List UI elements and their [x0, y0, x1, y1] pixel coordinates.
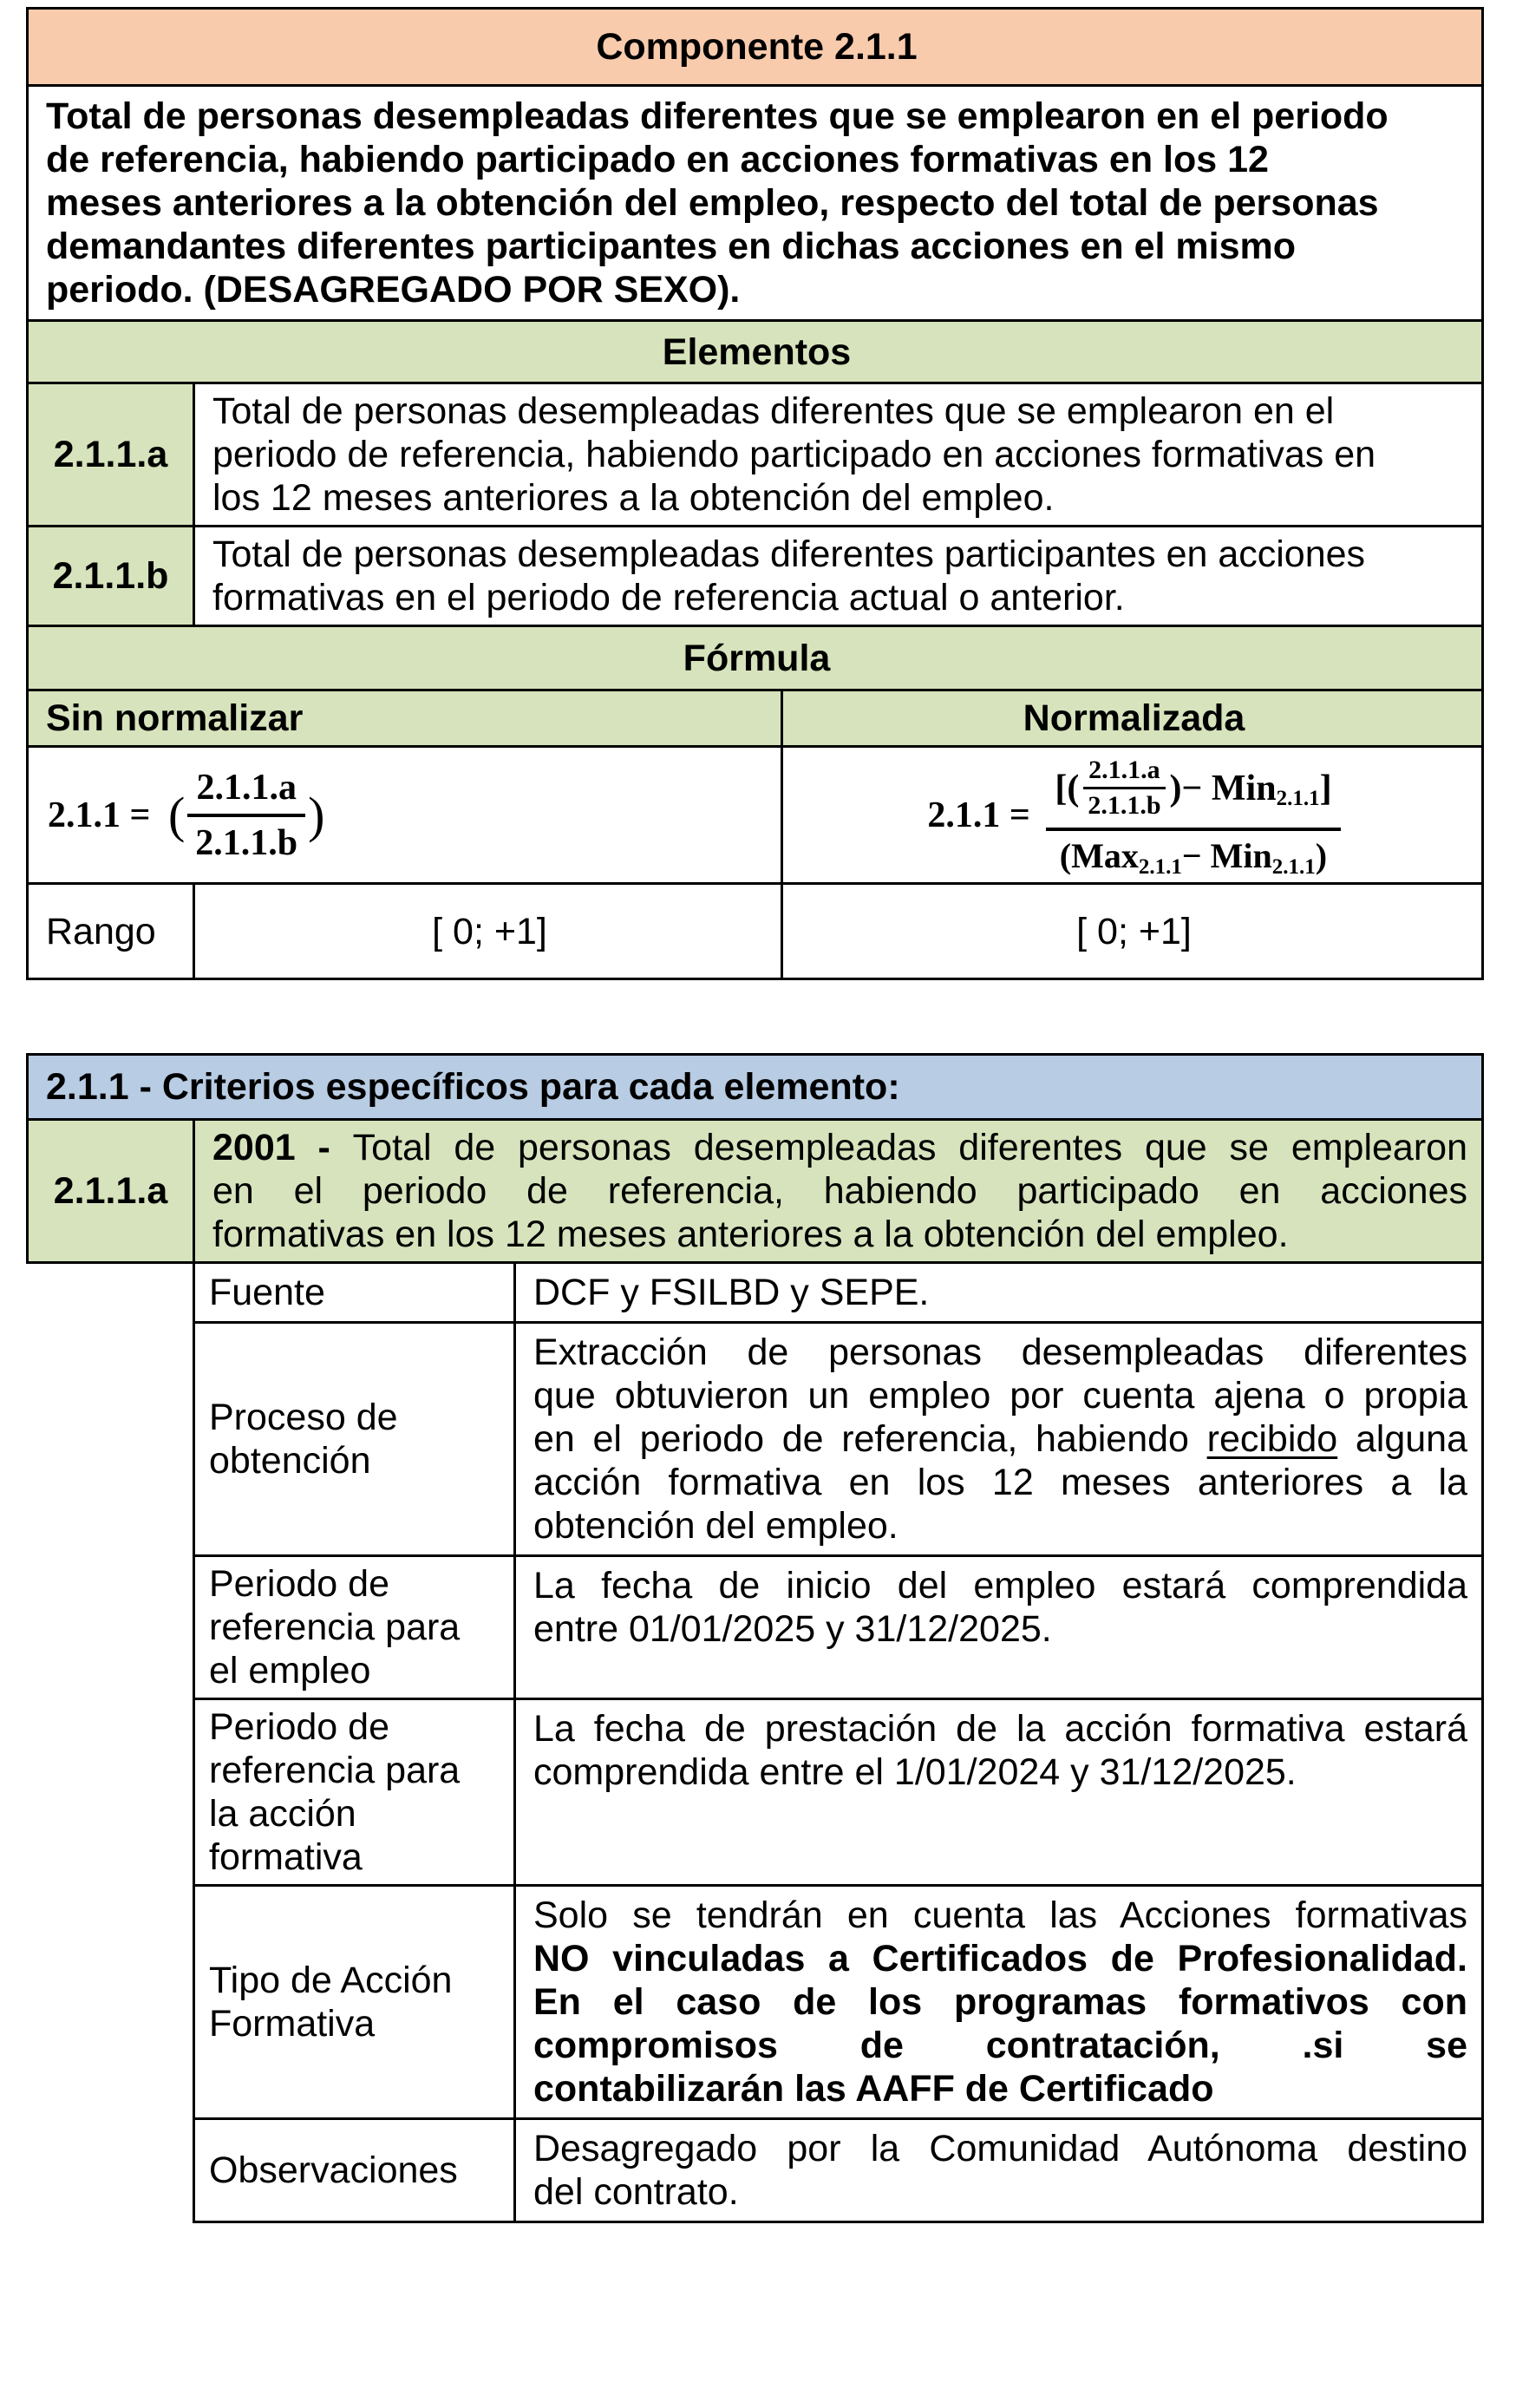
criteria-header-row	[29, 1056, 1481, 1118]
tipo-accion-formativa-value: Solo se tendrán en cuenta las Acciones formativas NO vinculadas a Certificados de Profesionalidad. En el caso de los programas formativos con compromisos de contratación, .si se contabilizarán las AAFF de Certificado	[533, 1894, 1467, 2110]
elements-header: Elementos	[29, 322, 1481, 382]
min-subscript: 2.1.1	[1271, 854, 1316, 879]
criteria-details-table	[193, 1264, 1484, 2223]
formula-normalized	[927, 753, 1340, 877]
component-title-row	[29, 10, 1481, 84]
formula-lhs: 2.1.1 =	[927, 795, 1040, 835]
component-title: Componente 2.1.1	[29, 10, 1481, 84]
observaciones-value: Desagregado por la Comunidad Autónoma destino del contrato.	[533, 2128, 1467, 2213]
detail-row-observaciones	[195, 2117, 1481, 2221]
detail-row-periodo-empleo	[195, 1554, 1481, 1698]
min-subscript: 2.1.1	[1276, 787, 1320, 810]
proceso-obtencion-label: Proceso de obtención	[195, 1324, 516, 1554]
component-table	[26, 7, 1484, 980]
formula-row	[29, 745, 1481, 882]
close-paren: )	[308, 786, 325, 843]
component-description: Total de personas desempleadas diferentes que se emplearon en el periodo de referencia, habiendo participado en acciones formativas en los 12 meses anteriores a la obtención del empleo, respecto del total de personas demandantes diferentes participantes en dichas acciones en el mismo periodo. (DESAGREGADO POR SEXO).	[46, 95, 1389, 311]
element-a-text: Total de personas desempleadas diferentes que se emplearon en el periodo de referencia, habiendo participado en acciones formativas en los 12 meses anteriores a la obtención del empleo.	[212, 390, 1376, 519]
tipo-accion-formativa-label: Tipo de Acción Formativa	[195, 1887, 516, 2117]
range-label: Rango	[29, 885, 195, 978]
table-spacer	[0, 980, 1516, 1053]
detail-row-periodo-accion-formativa	[195, 1698, 1481, 1884]
component-description-row	[29, 84, 1481, 319]
formula-columns-row	[29, 689, 1481, 745]
formula-unnormalized-cell	[29, 748, 783, 882]
range-row	[29, 882, 1481, 978]
detail-row-proceso-obtencion	[195, 1321, 1481, 1554]
element-row-b	[29, 525, 1481, 625]
outer-numerator	[1046, 753, 1340, 831]
range-unnormalized: [ 0; +1]	[195, 885, 783, 978]
periodo-empleo-label: Periodo de referencia para el empleo	[195, 1557, 516, 1698]
bracket-open: [(	[1055, 768, 1080, 808]
periodo-accion-formativa-label: Periodo de referencia para la acción formativa	[195, 1700, 516, 1884]
formula-lhs: 2.1.1 =	[48, 795, 160, 835]
element-row-a	[29, 382, 1481, 525]
inner-denominator: 2.1.1.b	[1088, 791, 1161, 820]
unnormalized-column-header: Sin normalizar	[29, 691, 783, 745]
criteria-table	[26, 1053, 1484, 1264]
criteria-header: 2.1.1 - Criterios específicos para cada elemento:	[29, 1056, 1481, 1118]
minus-min: − Min	[1181, 836, 1272, 875]
open-paren: (	[167, 786, 186, 843]
outer-denominator	[1051, 831, 1336, 877]
element-a-id: 2.1.1.a	[29, 384, 195, 525]
elements-header-row	[29, 319, 1481, 382]
formula-normalized-cell	[783, 748, 1481, 882]
formula-header: Fórmula	[29, 627, 1481, 689]
proceso-obtencion-value: Extracción de personas desempleadas diferentes que obtuvieron un empleo por cuenta ajena o propia en el periodo de referencia, habiendo recibido alguna acción formativa en los 12 meses anteriores a la obtención del empleo.	[533, 1332, 1467, 1547]
max-subscript: 2.1.1	[1138, 854, 1182, 879]
fraction-numerator: 2.1.1.a	[187, 766, 305, 817]
detail-row-tipo-accion-formativa	[195, 1884, 1481, 2117]
range-normalized: [ 0; +1]	[1076, 910, 1192, 952]
normalized-column-header: Normalizada	[783, 691, 1481, 745]
fuente-label: Fuente	[195, 1264, 516, 1321]
formula-unnormalized	[48, 766, 767, 865]
minus-min: )− Min	[1169, 768, 1277, 808]
fraction-denominator: 2.1.1.b	[195, 822, 298, 863]
periodo-empleo-value: La fecha de inicio del empleo estará comprendida entre 01/01/2025 y 31/12/2025.	[533, 1565, 1467, 1650]
criteria-element-text: 2001 - Total de personas desempleadas diferentes que se emplearon en el periodo de referencia, habiendo participado en acciones formativas en los 12 meses anteriores a la obtención del empleo.	[195, 1121, 1481, 1261]
element-b-text: Total de personas desempleadas diferentes participantes en acciones formativas en el periodo de referencia actual o anterior.	[212, 533, 1366, 618]
fraction	[186, 766, 306, 865]
inner-numerator: 2.1.1.a	[1083, 756, 1166, 789]
detail-row-fuente	[195, 1264, 1481, 1321]
outer-fraction	[1046, 753, 1340, 877]
paren-close: )	[1315, 836, 1328, 875]
bracket-close: ]	[1319, 768, 1332, 808]
formula-header-row	[29, 625, 1481, 689]
element-b-id: 2.1.1.b	[29, 527, 195, 625]
max-open: (Max	[1059, 836, 1139, 875]
criteria-element-id: 2.1.1.a	[29, 1121, 195, 1261]
criteria-element-row	[29, 1118, 1481, 1261]
fuente-value: DCF y FSILBD y SEPE.	[533, 1272, 930, 1313]
periodo-accion-formativa-value: La fecha de prestación de la acción formativa estará comprendida entre el 1/01/2024 y 31/12/2025.	[533, 1708, 1467, 1793]
observaciones-label: Observaciones	[195, 2120, 516, 2221]
inner-fraction	[1082, 756, 1166, 820]
